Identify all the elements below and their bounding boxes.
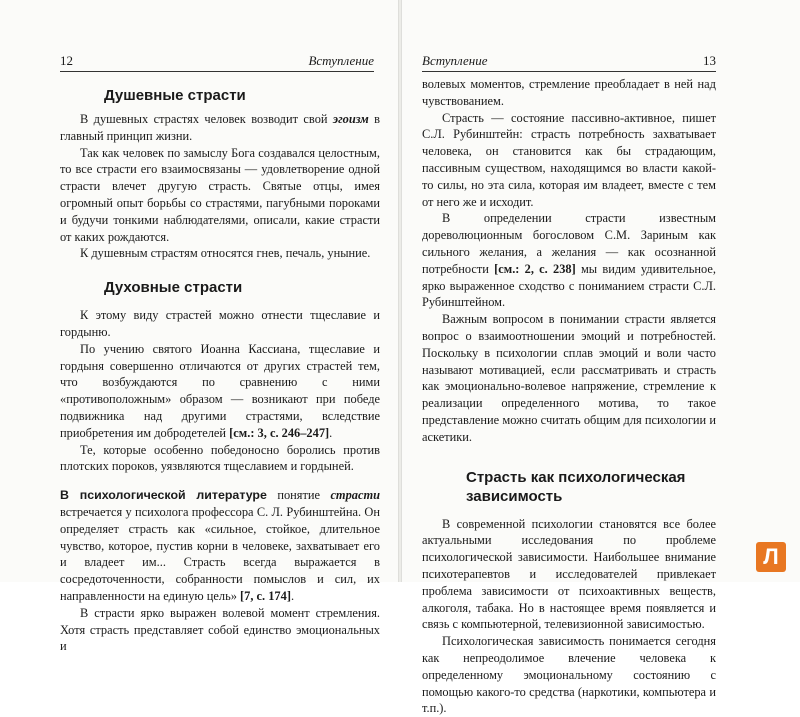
paragraph: По учению святого Иоанна Кассиана, тщеславие и гордыня совершенно отличаются от других страстей тем, что возбуждаются по сравнению с ними «противоположным» образом — возникают при победе подвижника над другими страстями, вследствие приобретения им добродетелей [см.: 3, с. 246–247]. — [60, 341, 380, 440]
paragraph: В душевных страстях человек возводит свой эгоизм в главный принцип жизни. — [60, 112, 380, 143]
right-page — [402, 0, 800, 716]
section-heading-duhovnye: Духовные страсти — [104, 279, 243, 297]
left-page — [0, 0, 398, 654]
paragraph: В современной психологии становятся все более актуальными исследования по проблеме психологической зависимости. Наибольшее внимание психотерапевтов и исследователей привлекает проблема зависимости от психоактивных веществ, алкоголя, табака. Но в настоящее время появляется и связь с компьютерной, телевизионной зависимостью. — [422, 516, 716, 632]
section-heading-dushevnye: Душевные страсти — [104, 87, 246, 104]
right-page-header — [422, 44, 716, 72]
paragraph: К душевным страстям относятся гнев, печаль, уныние. — [80, 246, 371, 261]
paragraph: Так как человек по замыслу Бога создавался целостным, то все страсти его взаимосвязаны — удовлетворение одной страсти влечет другую страсть. Святые отцы, имея огромный опыт борьбы со страстями, пагубными пороками и будучи тонкими наблюдателями, описали, какие страсти от каких рождаются. — [60, 145, 380, 244]
paragraph: В страсти ярко выражен волевой момент стремления. Хотя страсть представляет собой единство эмоциональных и — [60, 605, 380, 654]
paragraph: Страсть — состояние пассивно-активное, пишет С.Л. Рубинштейн: страсть потребность захватывает человека, он становится как бы страдающим, пассивным существом, находящимся во власти какой-то силы, но эта сила, которая им владеет, вместе с тем от него же и исходит. — [422, 110, 716, 209]
paragraph: В определении страсти известным дореволюционным богословом С.М. Зариным как сильного желания, а желания — как осознанной потребности [см.: 2, с. 238] мы видим удивительное, ярко выраженное сходство с пониманием страсти С.Л. Рубинштейном. — [422, 211, 716, 310]
right-column-text — [422, 76, 716, 717]
publisher-logo-icon: Л — [756, 542, 786, 572]
lead-label: В психологической литературе — [60, 488, 267, 503]
left-column-text — [60, 86, 380, 655]
page-number: 12 — [60, 53, 73, 68]
running-title: Вступление — [422, 53, 488, 68]
paragraph: К этому виду страстей можно отнести тщеславие и гордыню. — [60, 308, 380, 339]
paragraph: Те, которые особенно победоносно боролись против плотских пороков, уязвляются тщеславием и гордыней. — [60, 442, 380, 474]
running-title: Вступление — [308, 53, 374, 68]
page-number: 13 — [703, 53, 716, 68]
paragraph: Важным вопросом в понимании страсти является вопрос о взаимоотношении эмоций и потребностей. Поскольку в психологии сплав эмоций и воли часто называют мотивацией, если рассматривать и страсть как эмоционально-волевое напряжение, стремление к реализации определенного мотива, то такое представление можно считать общим для психологии и аскетики. — [422, 312, 716, 444]
paragraph: волевых моментов, стремление преобладает в ней над чувствованием. — [422, 77, 716, 108]
section-heading-zavisimost: Страсть как психологическая зависимость — [466, 468, 686, 505]
paragraph: Психологическая зависимость понимается сегодня как непреодолимое влечение человека к определенному эмоциональному состоянию с помощью какого-то средства (наркотики, компьютера и т.п.). — [422, 634, 716, 716]
paragraph: В психологической литературе понятие страсти встречается у психолога профессора С. Л. Рубинштейна. Он определяет страсть как «сильное, стойкое, длительное чувство, которое, пустив корни в человеке, захватывает его и владеет им... Страсть всегда выражается в сосредоточенности, собранности помыслов и сил, их направленности на единую цель» [7, с. 174]. — [60, 488, 380, 603]
left-page-header — [60, 44, 374, 72]
